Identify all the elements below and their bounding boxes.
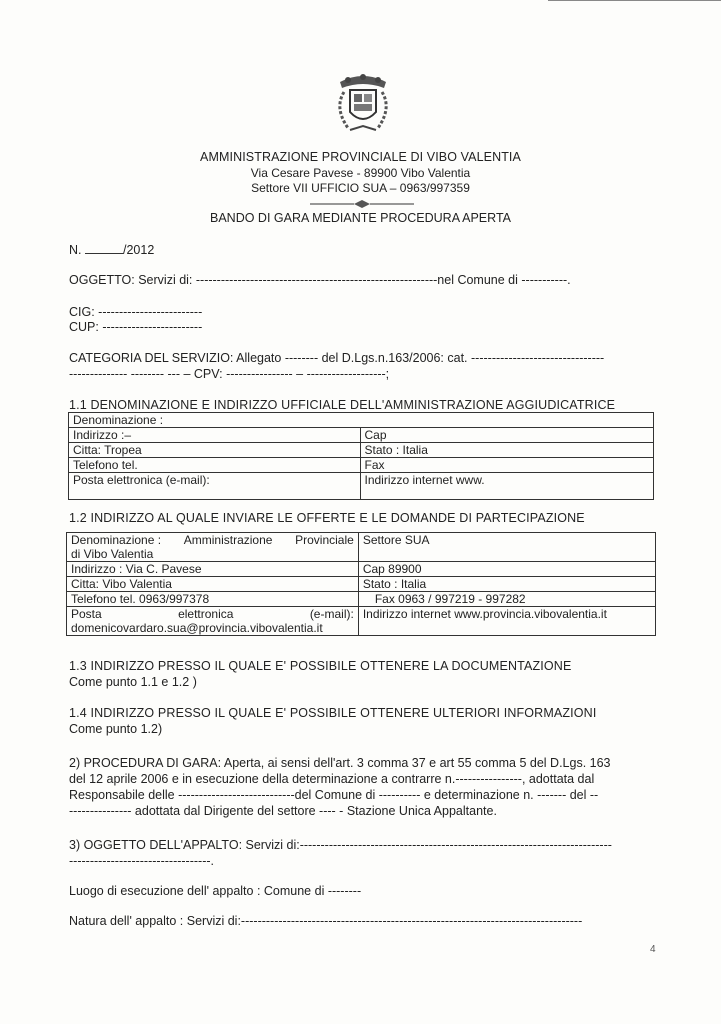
section-3-line-1: 3) OGGETTO DELL'APPALTO: Servizi di:--------------------------------------------------------------------------- <box>69 838 612 852</box>
posta-cell: Posta elettronica (e-mail): domenicovardaro.sua@provincia.vibovalentia.it <box>67 607 359 636</box>
internet-cell: Indirizzo internet www.provincia.vibovalentia.it <box>358 607 655 636</box>
section-1-4-text: Come punto 1.2) <box>69 722 163 736</box>
cig-line: CIG: ------------------------- <box>69 305 203 319</box>
organization-name: AMMINISTRAZIONE PROVINCIALE DI VIBO VALENTIA <box>200 150 521 164</box>
telefono-cell: Telefono tel. <box>69 458 361 473</box>
citta-cell: Citta: Vibo Valentia <box>67 577 359 592</box>
cap-cell: Cap <box>360 428 654 443</box>
categoria-line-1: CATEGORIA DEL SERVIZIO: Allegato -------- del D.Lgs.n.163/2006: cat. -------------------------------- <box>69 351 605 365</box>
number-blank-field <box>85 242 123 254</box>
section-1-1-table <box>68 412 654 500</box>
page-top-edge-line <box>548 0 721 1</box>
natura-line: Natura dell' appalto : Servizi di:---------------------------------------------------------------------------------- <box>69 914 583 928</box>
indirizzo-cell: Indirizzo :– <box>69 428 361 443</box>
office-contact: Settore VII UFFICIO SUA – 0963/997359 <box>251 181 470 195</box>
internet-cell: Indirizzo internet www. <box>360 473 654 500</box>
denominazione-cell: Denominazione : Amministrazione Provinciale di Vibo Valentia <box>67 533 359 562</box>
oggetto-line: OGGETTO: Servizi di: ----------------------------------------------------------nel Comune di -----------. <box>69 273 571 287</box>
fax-cell: Fax <box>360 458 654 473</box>
settore-cell: Settore SUA <box>358 533 655 562</box>
categoria-line-2: -------------- -------- --- – CPV: ---------------- – -------------------; <box>69 367 390 381</box>
section-3-line-2: ----------------------------------. <box>69 854 215 868</box>
section-1-3-text: Come punto 1.1 e 1.2 ) <box>69 675 197 689</box>
document-title: BANDO DI GARA MEDIANTE PROCEDURA APERTA <box>210 211 511 225</box>
ornamental-divider <box>310 200 414 208</box>
section-1-1-title: 1.1 DENOMINAZIONE E INDIRIZZO UFFICIALE DELL'AMMINISTRAZIONE AGGIUDICATRICE <box>69 398 616 412</box>
cap-cell: Cap 89900 <box>358 562 655 577</box>
provincial-crest-logo <box>326 72 400 138</box>
indirizzo-cell: Indirizzo : Via C. Pavese <box>67 562 359 577</box>
organization-address: Via Cesare Pavese - 89900 Vibo Valentia <box>250 166 471 180</box>
denominazione-cell: Denominazione : <box>69 413 654 428</box>
page-number: 4 <box>650 944 656 955</box>
section-2-paragraph: 2) PROCEDURA DI GARA: Aperta, ai sensi dell'art. 3 comma 37 e art 55 comma 5 del D.Lgs. 163 del 12 aprile 2006 e in esecuzione della determinazione a contrarre n.----------------, adottata dal Responsabile delle ----------------------------del Comune di ---------- e determinazione n. ------- del -- --------------- adottata dal Dirigente del settore ---- - Stazione Unica Appaltante. <box>69 756 611 818</box>
email-address: domenicovardaro.sua@provincia.vibovalentia.it <box>71 621 323 635</box>
stato-cell: Stato : Italia <box>358 577 655 592</box>
telefono-cell: Telefono tel. 0963/997378 <box>67 592 359 607</box>
cup-line: CUP: ------------------------ <box>69 320 203 334</box>
section-1-2-title: 1.2 INDIRIZZO AL QUALE INVIARE LE OFFERTE E LE DOMANDE DI PARTECIPAZIONE <box>69 511 585 525</box>
citta-cell: Citta: Tropea <box>69 443 361 458</box>
luogo-line: Luogo di esecuzione dell' appalto : Comune di -------- <box>69 884 362 898</box>
tender-number: N. /2012 <box>69 243 155 257</box>
section-1-4-title: 1.4 INDIRIZZO PRESSO IL QUALE E' POSSIBILE OTTENERE ULTERIORI INFORMAZIONI <box>69 706 597 720</box>
posta-cell: Posta elettronica (e-mail): <box>69 473 361 500</box>
section-1-3-title: 1.3 INDIRIZZO PRESSO IL QUALE E' POSSIBILE OTTENERE LA DOCUMENTAZIONE <box>69 659 572 673</box>
section-1-2-table <box>66 532 656 636</box>
fax-cell: Fax 0963 / 997219 - 997282 <box>358 592 655 607</box>
stato-cell: Stato : Italia <box>360 443 654 458</box>
